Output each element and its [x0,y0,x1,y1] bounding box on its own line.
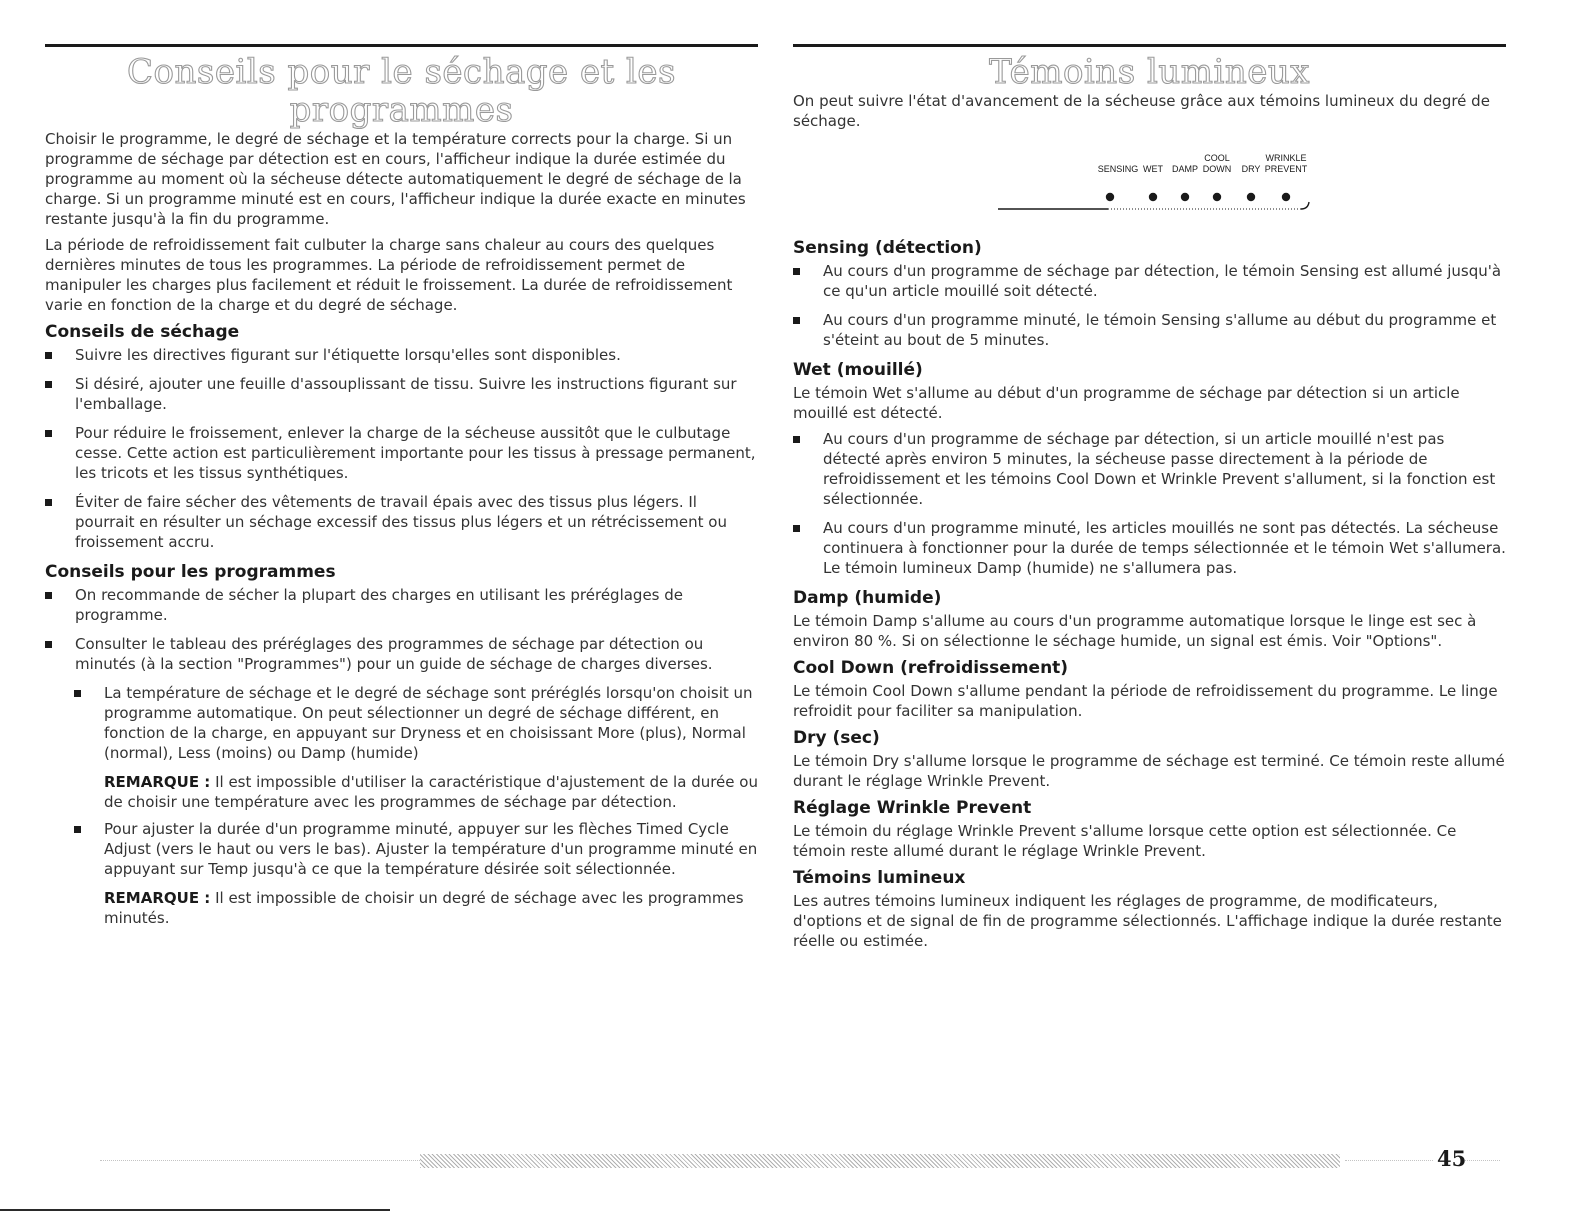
heading-cool-down: Cool Down (refroidissement) [793,658,1069,678]
heading-sensing: Sensing (détection) [793,238,982,258]
program-tips-list [45,585,758,674]
heading-wet: Wet (mouillé) [793,360,923,380]
intro-paragraph: On peut suivre l'état d'avancement de la sécheuse grâce aux témoins lumineux du degré de séchage. [793,92,1490,130]
list-item: Éviter de faire sécher des vêtements de travail épais avec des tissus plus légers. Il pourrait en résulter un séchage excessif des tissus plus légers et un rétrécissement ou froissement accru. [45,492,758,552]
list-item: Au cours d'un programme minuté, les articles mouillés ne sont pas détectés. La sécheuse continuera à fonctionner pour la durée de temps sélectionnée et le témoin Wet s'allumera. Le témoin lumineux Damp (humide) ne s'allumera pas. [793,518,1506,578]
list-item: Au cours d'un programme de séchage par détection, si un article mouillé n'est pas détecté après environ 5 minutes, la sécheuse passe directement à la période de refroidissement et les témoins Cool Down et Wrinkle Prevent s'allument, si la fonction est sélectionnée. [793,429,1506,509]
indicator-line-end [1301,202,1309,209]
footer-dotted-line [100,1160,420,1161]
note-label: REMARQUE : [104,773,211,791]
left-column [45,44,758,935]
page-number: 45 [1437,1146,1467,1171]
heading-drying-tips: Conseils de séchage [45,322,240,342]
indicator-label: DRY [1241,164,1261,174]
heading-indicator-lights: Témoins lumineux [793,868,966,888]
heading-program-tips: Conseils pour les programmes [45,562,336,582]
intro-paragraph: La période de refroidissement fait culbuter la charge sans chaleur au cours des quelques dernières minutes de tous les programmes. La période de refroidissement permet de manipuler les charges plus facilement et réduit le froissement. La durée de refroidissement varie en fonction de la charge et du degré de séchage. [45,236,733,314]
list-item: Pour réduire le froissement, enlever la charge de la sécheuse aussitôt que le culbutage cesse. Cette action est particulièrement importante pour les tissus à pressage permanent, les tricots et les tissus synthétiques. [45,423,758,483]
program-tips-sublist [74,683,758,763]
section-title-drying-tips: Conseils pour le séchage et les programmes [127,52,676,130]
note-text: Il est impossible de choisir un degré de séchage avec les programmes minutés. [104,889,744,927]
note [104,888,758,928]
paragraph-cool-down: Le témoin Cool Down s'allume pendant la période de refroidissement du programme. Le linge refroidit pour faciliter sa manipulation. [793,682,1498,720]
indicator-label: SENSING [1097,164,1139,174]
footer-dotted-line [1345,1160,1433,1161]
indicator-diagram [793,137,1506,232]
program-tips-sublist [74,819,758,879]
indicator-label: DAMP [1171,164,1199,174]
sensing-list [793,261,1506,350]
paragraph-damp: Le témoin Damp s'allume au cours d'un programme automatique lorsque le linge est sec à environ 80 %. Si on sélectionne le séchage humide, un signal est émis. Voir "Options". [793,612,1477,650]
right-column [793,44,1506,957]
paragraph-wrinkle-prevent: Le témoin du réglage Wrinkle Prevent s'allume lorsque cette option est sélectionnée. Ce témoin reste allumé durant le réglage Wrinkle Prevent. [793,822,1457,860]
list-item: Au cours d'un programme minuté, le témoin Sensing s'allume au début du programme et s'éteint au bout de 5 minutes. [793,310,1506,350]
indicator-dot [1247,193,1255,201]
wet-list [793,429,1506,578]
heading-wrinkle-prevent: Réglage Wrinkle Prevent [793,798,1032,818]
drying-tips-list [45,345,758,552]
paragraph-dry: Le témoin Dry s'allume lorsque le programme de séchage est terminé. Ce témoin reste allumé durant le réglage Wrinkle Prevent. [793,752,1505,790]
paragraph-indicator-lights: Les autres témoins lumineux indiquent les réglages de programme, de modificateurs, d'options et de signal de fin de programme sélectionnés. L'affichage indique la durée restante réelle ou estimée. [793,892,1502,950]
heading-damp: Damp (humide) [793,588,942,608]
section-title-indicator-lights: Témoins lumineux [989,52,1310,92]
indicator-lights-svg [998,153,1318,215]
note-text: Il est impossible d'utiliser la caractéristique d'ajustement de la durée ou de choisir une température avec les programmes de séchage par détection. [104,773,758,811]
footer-hatched-bar [420,1154,1340,1168]
indicator-label: PREVENT [1264,164,1308,174]
note-label: REMARQUE : [104,889,211,907]
indicator-dot [1282,193,1290,201]
list-item: On recommande de sécher la plupart des charges en utilisant les préréglages de programme. [45,585,758,625]
indicator-dot [1213,193,1221,201]
indicator-label: DOWN [1202,164,1232,174]
footer-dotted-line [1465,1160,1500,1161]
list-item: Consulter le tableau des préréglages des programmes de séchage par détection ou minutés (à la section "Programmes") pour un guide de séchage de charges diverses. [45,634,758,674]
indicator-dot [1181,193,1189,201]
heading-dry: Dry (sec) [793,728,880,748]
indicator-label-line1: COOL [1204,153,1230,163]
paragraph-wet: Le témoin Wet s'allume au début d'un programme de séchage par détection si un article mouillé est détecté. [793,384,1460,422]
bottom-rule [0,1209,390,1211]
list-item: Si désiré, ajouter une feuille d'assouplissant de tissu. Suivre les instructions figurant sur l'emballage. [45,374,758,414]
indicator-label-line1: WRINKLE [1265,153,1307,163]
right-top-rule [793,44,1506,47]
indicator-dot [1149,193,1157,201]
list-item: Au cours d'un programme de séchage par détection, le témoin Sensing est allumé jusqu'à ce qu'un article mouillé soit détecté. [793,261,1506,301]
indicator-dot [1106,193,1114,201]
indicator-label: WET [1143,164,1163,174]
intro-paragraph: Choisir le programme, le degré de séchage et la température corrects pour la charge. Si un programme de séchage par détection est en cours, l'afficheur indique la durée estimée du programme au moment où la sécheuse détecte automatiquement le degré de séchage de la charge. Si un programme minuté est en cours, l'afficheur indique la durée exacte en minutes restante jusqu'à la fin du programme. [45,130,746,228]
list-item: La température de séchage et le degré de séchage sont préréglés lorsqu'on choisit un programme automatique. On peut sélectionner un degré de séchage différent, en fonction de la charge, en appuyant sur Dryness et en choisissant More (plus), Normal (normal), Less (moins) ou Damp (humide) [74,683,758,763]
list-item: Pour ajuster la durée d'un programme minuté, appuyer sur les flèches Timed Cycle Adjust (vers le haut ou vers le bas). Ajuster la température d'un programme minuté en appuyant sur Temp jusqu'à ce que la température désirée soit sélectionnée. [74,819,758,879]
note [104,772,758,812]
list-item: Suivre les directives figurant sur l'étiquette lorsqu'elles sont disponibles. [45,345,758,365]
left-top-rule [45,44,758,47]
